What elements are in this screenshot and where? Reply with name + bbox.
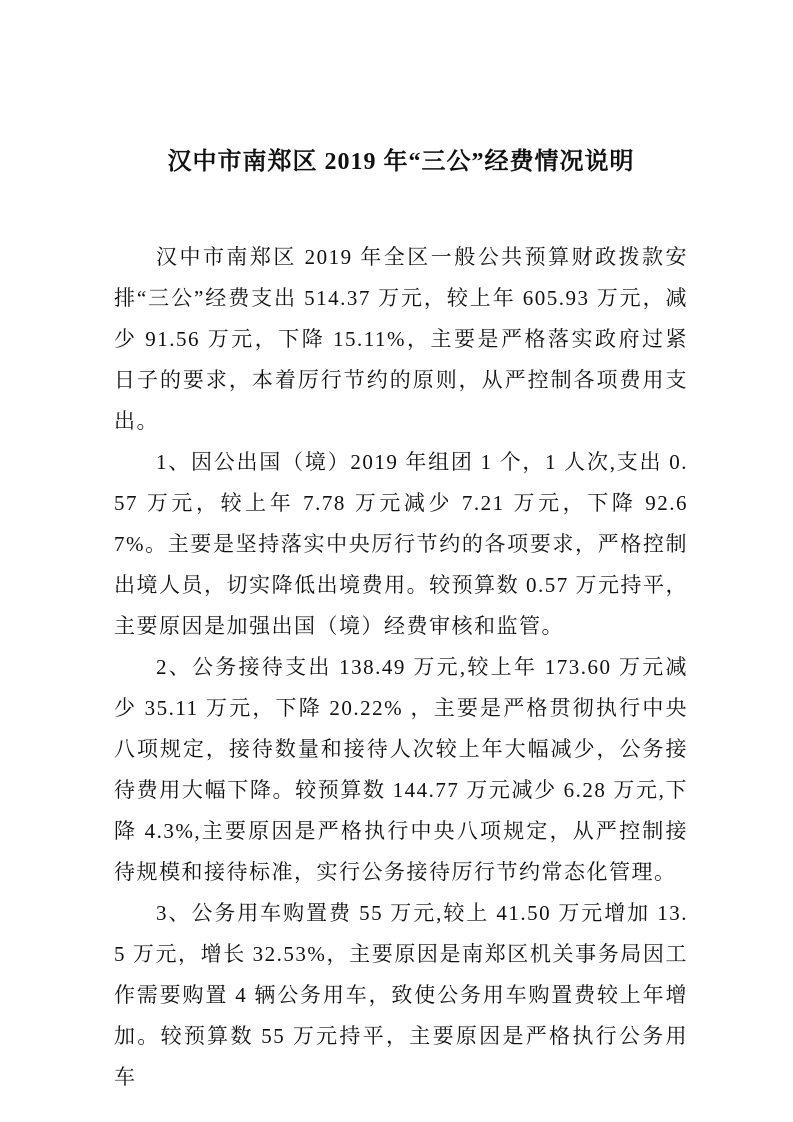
paragraph-overseas-travel: 1、因公出国（境）2019 年组团 1 个，1 人次,支出 0.57 万元，较上年 7.78 万元减少 7.21 万元，下降 92.67%。主要是坚持落实中央厉行节约的各项要求，严格控制出境人员，切实降低出境费用。较预算数 0.57 万元持平，主要原因是加强出国（境）经费审核和监管。 [114, 450, 688, 638]
paragraph-vehicle-purchase: 3、公务用车购置费 55 万元,较上 41.50 万元增加 13.5 万元，增长 32.53%，主要原因是南郑区机关事务局因工作需要购置 4 辆公务用车，致使公务用车购置费较上年增加。较预算数 55 万元持平，主要原因是严格执行公务用车 [114, 901, 688, 1089]
document-body [114, 237, 688, 1098]
page-title: 汉中市南郑区 2019 年“三公”经费情况说明 [167, 149, 635, 175]
paragraph-intro: 汉中市南郑区 2019 年全区一般公共预算财政拨款安排“三公”经费支出 514.37 万元，较上年 605.93 万元，减少 91.56 万元，下降 15.11%，主要是严格落实政府过紧日子的要求，本着厉行节约的原则，从严控制各项费用支出。 [114, 245, 688, 433]
paragraph-official-reception: 2、公务接待支出 138.49 万元,较上年 173.60 万元减少 35.11 万元，下降 20.22% ，主要是严格贯彻执行中央八项规定，接待数量和接待人次较上年大幅减少，公务接待费用大幅下降。较预算数 144.77 万元减少 6.28 万元,下降 4.3%,主要原因是严格执行中央八项规定，从严控制接待规模和接待标准，实行公务接待厉行节约常态化管理。 [114, 655, 688, 884]
